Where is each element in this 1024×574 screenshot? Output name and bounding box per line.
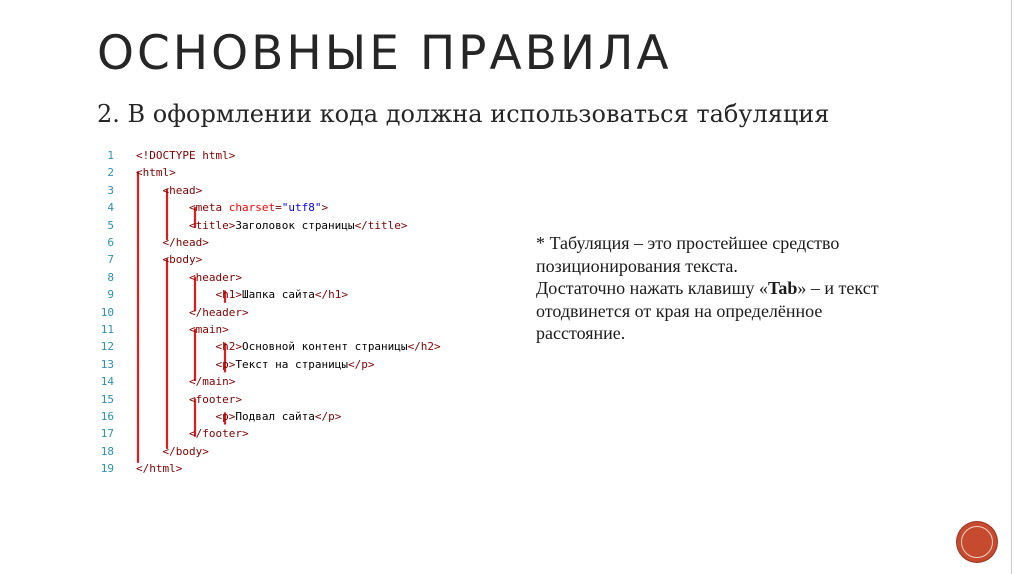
code-text: <body> bbox=[162, 253, 203, 267]
line-number: 2 bbox=[107, 166, 114, 180]
decorative-border-line bbox=[1011, 0, 1012, 574]
note-instruction-end: » – и текст отодвинется от края на определённое расстояние. bbox=[536, 278, 879, 343]
code-line bbox=[92, 251, 202, 268]
code-text: <p>Подвал сайта</p> bbox=[215, 410, 342, 423]
line-number: 12 bbox=[100, 340, 114, 354]
code-listing bbox=[92, 147, 512, 487]
code-line bbox=[92, 217, 408, 234]
code-text: <meta charset="utf8"> bbox=[188, 201, 329, 215]
line-number: 1 bbox=[107, 149, 114, 162]
code-text: <h1>Шапка сайта</h1> bbox=[215, 288, 348, 302]
code-text: </head> bbox=[162, 236, 209, 249]
line-number: 13 bbox=[100, 357, 114, 371]
code-text: <html> bbox=[136, 166, 176, 180]
code-text: <head> bbox=[162, 183, 203, 197]
code-line bbox=[92, 147, 235, 164]
code-line bbox=[92, 234, 209, 251]
line-number: 8 bbox=[107, 270, 114, 284]
line-number: 5 bbox=[107, 218, 114, 232]
code-line bbox=[92, 199, 328, 216]
code-text: <!DOCTYPE html> bbox=[136, 149, 236, 162]
line-number: 6 bbox=[107, 236, 114, 249]
line-number: 19 bbox=[100, 462, 114, 476]
line-number: 17 bbox=[100, 427, 114, 441]
code-text: <main> bbox=[188, 323, 229, 336]
note-instruction-start: Достаточно нажать клавишу « bbox=[536, 278, 769, 298]
code-text: <title>Заголовок страницы</title> bbox=[188, 218, 408, 232]
line-number: 15 bbox=[100, 392, 114, 406]
line-number: 11 bbox=[100, 323, 114, 336]
tab-key-label: Tab bbox=[768, 278, 798, 298]
code-text: </body> bbox=[162, 444, 209, 458]
code-line bbox=[92, 269, 242, 286]
code-text: </footer> bbox=[188, 427, 249, 441]
line-number: 9 bbox=[107, 288, 114, 302]
line-number: 14 bbox=[100, 375, 114, 389]
line-number: 4 bbox=[107, 201, 114, 215]
code-text: </html> bbox=[136, 462, 183, 476]
code-line bbox=[92, 304, 249, 321]
note-instruction bbox=[536, 277, 896, 345]
line-number: 10 bbox=[100, 305, 114, 319]
line-number: 16 bbox=[100, 410, 114, 423]
code-line bbox=[92, 286, 348, 303]
line-number: 3 bbox=[107, 183, 114, 197]
tab-note bbox=[536, 232, 896, 345]
code-text: <header> bbox=[188, 270, 242, 284]
code-line bbox=[92, 182, 202, 199]
code-line bbox=[92, 443, 209, 460]
code-text: </header> bbox=[188, 305, 249, 319]
slide-title: ОСНОВНЫЕ ПРАВИЛА bbox=[97, 26, 672, 81]
code-line bbox=[92, 391, 242, 408]
note-definition: * Табуляция – это простейшее средство позиционирования текста. bbox=[536, 233, 840, 276]
code-line bbox=[92, 164, 176, 181]
slide-subtitle: 2. В оформлении кода должна использоваться табуляция bbox=[97, 100, 830, 128]
line-number: 18 bbox=[100, 444, 114, 458]
decorative-circle-ring bbox=[961, 526, 993, 558]
code-line bbox=[92, 321, 229, 338]
code-text: </main> bbox=[188, 375, 236, 389]
code-line bbox=[92, 460, 182, 477]
code-text: <p>Текст на страницы</p> bbox=[215, 357, 375, 371]
code-line bbox=[92, 408, 341, 425]
code-text: <footer> bbox=[188, 392, 242, 406]
code-line bbox=[92, 356, 374, 373]
code-line bbox=[92, 338, 441, 355]
code-line bbox=[92, 425, 249, 442]
code-line bbox=[92, 373, 235, 390]
code-text: <h2>Основной контент страницы</h2> bbox=[215, 340, 441, 354]
line-number: 7 bbox=[107, 253, 114, 267]
decorative-circle-icon bbox=[957, 522, 997, 562]
